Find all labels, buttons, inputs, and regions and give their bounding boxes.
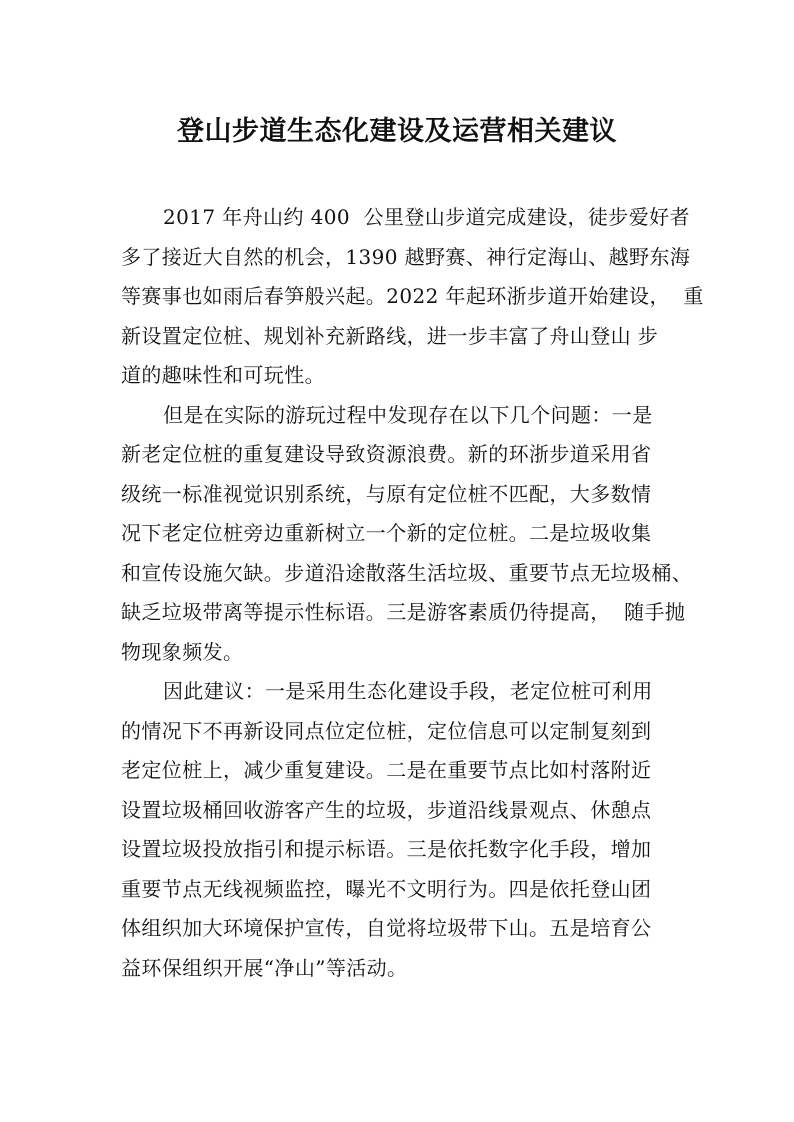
text-line: 况下老定位桩旁边重新树立一个新的定位桩。二是垃圾收集	[121, 521, 652, 545]
text-line: 等赛事也如雨后春笋般兴起。2022 年起环浙步道开始建设， 重	[121, 284, 704, 308]
text-line: 多了接近大自然的机会，1390 越野赛、神行定海山、越野东海	[121, 244, 691, 269]
text-line: 道的趣味性和可玩性。	[121, 363, 325, 387]
document-body	[121, 198, 711, 988]
text-line: 2017 年舟山约 400 公里登山步道完成建设，徒步爱好者	[163, 205, 690, 229]
paragraph-3	[121, 672, 711, 988]
text-line: 物现象频发。	[121, 639, 244, 664]
text-line: 和宣传设施欠缺。步道沿途散落生活垃圾、重要节点无垃圾桶、	[121, 560, 693, 585]
text-line: 新设置定位桩、规划补充新路线，进一步丰富了舟山登山 步	[121, 323, 659, 348]
text-line: 设置垃圾投放指引和提示标语。三是依托数字化手段，增加	[121, 837, 652, 861]
text-line: 的情况下不再新设同点位定位桩，定位信息可以定制复刻到	[121, 718, 652, 743]
paragraph-1	[121, 198, 711, 396]
text-line: 老定位桩上，减少重复建设。二是在重要节点比如村落附近	[121, 758, 652, 782]
text-line: 因此建议：一是采用生态化建设手段，老定位桩可利用	[163, 679, 653, 703]
text-line: 缺乏垃圾带离等提示性标语。三是游客素质仍待提高， 随手抛	[121, 600, 686, 624]
text-line: 设置垃圾桶回收游客产生的垃圾，步道沿线景观点、休憩点	[121, 797, 652, 822]
paragraph-2	[121, 396, 711, 673]
text-line: 重要节点无线视频监控，曝光不文明行为。四是依托登山团	[121, 876, 652, 901]
text-line: 级统一标准视觉识别系统，与原有定位桩不匹配，大多数情	[121, 481, 652, 506]
text-line: 益环保组织开展“净山”等活动。	[121, 955, 408, 980]
text-line: 新老定位桩的重复建设导致资源浪费。新的环浙步道采用省	[121, 442, 652, 466]
document-title: 登山步道生态化建设及运营相关建议	[177, 116, 617, 147]
text-line: 但是在实际的游玩过程中发现存在以下几个问题：一是	[163, 402, 653, 427]
text-line: 体组织加大环境保护宣传，自觉将垃圾带下山。五是培育公	[121, 916, 652, 940]
